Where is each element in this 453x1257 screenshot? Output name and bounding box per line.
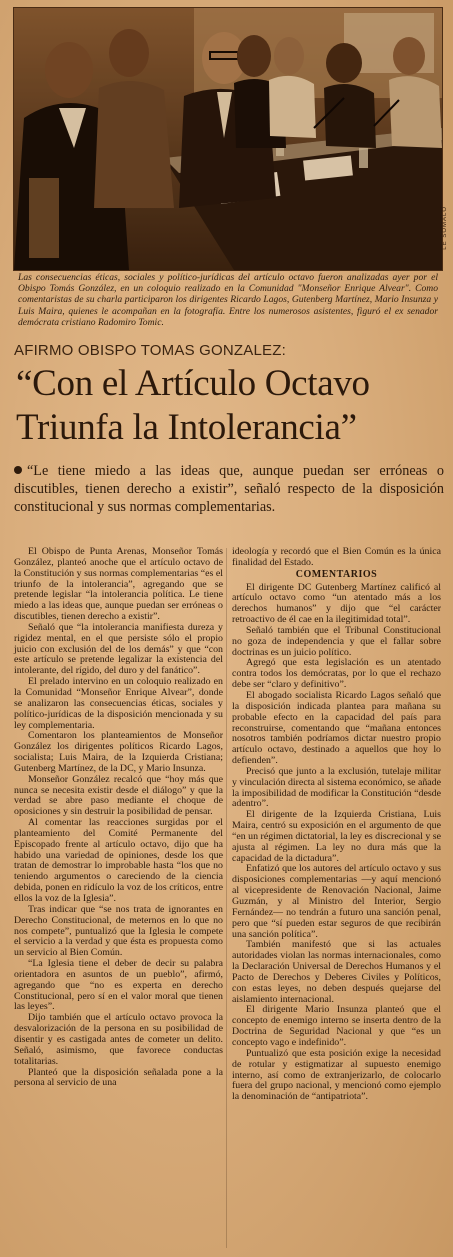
- paragraph: Al comentar las reacciones surgidas por el planteamiento del Comité Permanente del Episcopado frente al artículo octavo, dijo que ha habido una variedad de opiniones, desde los que tratan de demostrar lo improbable hasta “los que no teniendo argumentos o careciendo de la ciencia debida, ponen en ridículo la voz de los críticos, entre ellos la voz de la Iglesia”.: [14, 817, 223, 904]
- headline-line-2: Triunfa la Intolerancia”: [16, 407, 357, 448]
- paragraph: El Obispo de Punta Arenas, Monseñor Tomás González, planteó anoche que el artículo octavo de la Constitución y sus normas complementarias “es el triunfo de la intolerancia”, agregando que se pretende legislar “la intolerancia política. Le tiene miedo a las ideas que, aunque puedan ser erróneas o discutibles, tienen derecho a existir”.: [14, 546, 223, 623]
- news-photo-illustration: [14, 8, 442, 270]
- paragraph: El abogado socialista Ricardo Lagos señaló que la disposición indicada plantea para mañana su probable efecto en la capacidad del país para reconstruirse, comentando que “mañana entonces nosotros también podríamos dictar nuestro propio artículo octavo, destinado a aquellos que hoy lo defienden”.: [232, 689, 441, 767]
- paragraph: Precisó que junto a la exclusión, tutelaje militar y vinculación directa al sistema económico, se añade la imposibilidad de modificar la Constitución “desde adentro”.: [232, 765, 441, 810]
- photo-caption: Las consecuencias éticas, sociales y político-jurídicas del artículo octavo fueron analizadas ayer por el Obispo Tomás González, en un coloquio realizado en la Comunidad "Monseñor Enrique Alvear". Como comentaristas de su charla participaron los dirigentes Ricardo Lagos, Gutenberg Martínez, Mario Insunza y Luis Maira, quienes le acompañan en la fotografía. Entre los numerosos asistentes, figuró el ex senador demócrata cristiano Radomiro Tomic.: [18, 272, 438, 328]
- paragraph: Monseñor González recalcó que “hoy más que nunca se necesita existir desde el diálogo” y que la verdad se abre paso mediante el choque de oposiciones y sin destruir la posibilidad de pensar.: [14, 773, 223, 818]
- paragraph: El prelado intervino en un coloquio realizado en la Comunidad “Monseñor Enrique Alvear”, donde se analizaron las consecuencias éticas, sociales y político-jurídicas de la disposición mencionada y su ley complementaria.: [14, 676, 223, 731]
- deck-text: “Le tiene miedo a las ideas que, aunque puedan ser erróneas o discutibles, tienen derecho a existir”, señaló respecto de la disposición constitucional y sus normas complementarias.: [14, 463, 444, 515]
- headline-line-1: “Con el Artículo Octavo: [16, 363, 370, 404]
- paragraph: Señaló que “la intolerancia manifiesta dureza y rigidez mental, en el que persiste sólo el propio juicio con exclusión del de los demás” y que “con este artículo se pretende legalizar la existencia del intolerante, del rígido, del duro y del fanático”.: [14, 621, 223, 677]
- paragraph: El dirigente de la Izquierda Cristiana, Luis Maira, centró su exposición en el argumento de que “en un régimen dictatorial, la ley es discrecional y se ajusta al régimen. La ley no dura más que la capacidad de la dictadura”.: [232, 809, 441, 864]
- paragraph: Dijo también que el artículo octavo provoca la desvalorización de la persona en su posibilidad de disentir y es castigada antes de cometer un delito. Señaló, asimismo, que favorece conductas totalitarias.: [14, 1012, 223, 1067]
- right-column: [232, 547, 441, 1103]
- paragraph: Comentaron los planteamientos de Monseñor González los dirigentes políticos Ricardo Lagos, socialista; Luis Maira, de la Izquierda Cristiana; Gutenberg Martínez, de la DC, y Mario Insunza.: [14, 730, 223, 774]
- paragraph: El dirigente Mario Insunza planteó que el concepto de enemigo interno se inserta dentro de la Doctrina de Seguridad Nacional y que “es un concepto vago e indefinido”.: [232, 1004, 441, 1048]
- subhead: COMENTARIOS: [295, 568, 378, 580]
- left-column: [14, 547, 223, 1089]
- column-divider: [226, 548, 227, 1248]
- paragraph: Agregó que esta legislación es un atentado contra todos los demócratas, por lo que el rechazo debe ser “claro y definitivo”.: [232, 657, 441, 691]
- paragraph: Enfatizó que los autores del artículo octavo y sus disposiciones complementarias —y aquí mencionó al vicepresidente de Renovación Nacional, Jaime Guzmán, y al Ministro del Interior, Sergio Fernández— no tendrán a futuro una sanción penal, pero que “sí pueden estar seguros de que recibirán una sanción política”.: [232, 863, 441, 940]
- bullet-icon: [14, 466, 22, 474]
- paragraph: Puntualizó que esta posición exige la necesidad de rotular y estigmatizar al supuesto enemigo interno, así como de extranjerizarlo, de colocarlo fuera del grupo nacional, y mencionó como ejemplo la denominación de “antipatriota”.: [232, 1047, 441, 1103]
- paragraph: “La Iglesia tiene el deber de decir su palabra orientadora en asuntos de un pueblo”, afirmó, agregando que “no es experta en derecho Constitucional, pero sí en el valor moral que tienen las leyes”.: [14, 958, 223, 1013]
- paragraph: ideología y recordó que el Bien Común es la única finalidad del Estado.: [232, 546, 441, 568]
- paragraph: Planteó que la disposición señalada pone a la persona al servicio de una: [14, 1066, 223, 1089]
- paragraph: También manifestó que si las actuales autoridades violan las normas internacionales, como la Declaración Universal de Derechos Humanos y el Pacto de Derechos y Deberes Civiles y Políticos, con estas leyes, no deben después quejarse del aislamiento internacional.: [232, 939, 441, 1005]
- news-photo: [13, 7, 443, 271]
- deck: [14, 463, 444, 516]
- headline: [16, 362, 446, 450]
- kicker: AFIRMO OBISPO TOMAS GONZALEZ:: [14, 342, 286, 359]
- photo-credit: LE SOMALO: [442, 206, 448, 250]
- paragraph: Señaló también que el Tribunal Constitucional no goza de independencia y que el fallar sobre doctrinas es un juicio político.: [232, 624, 441, 658]
- paragraph: El dirigente DC Gutenberg Martínez calificó al artículo octavo como “un atentado más a los derechos humanos” y dijo que “el carácter retroactivo de él cae en la ilegitimidad total”.: [232, 581, 441, 626]
- paragraph: Tras indicar que “se nos trata de ignorantes en Derecho Constitucional, de meternos en lo que no nos compete”, puntualizó que la Iglesia le compete el servicio a la verdad y que ésta es propuesta como un servicio al Bien Común.: [14, 903, 223, 959]
